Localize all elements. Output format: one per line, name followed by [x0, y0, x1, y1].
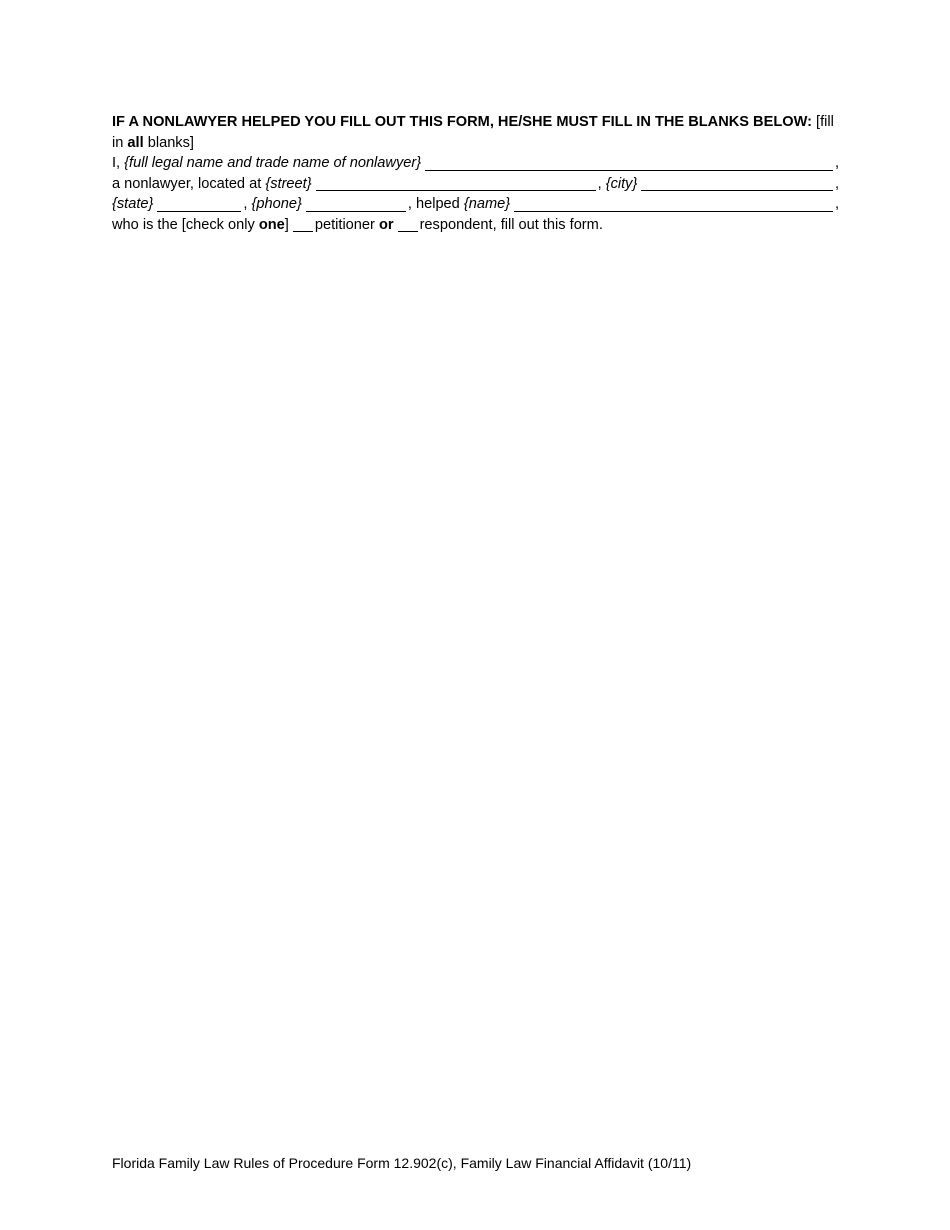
- nonlawyer-heading-bold: IF A NONLAWYER HELPED YOU FILL OUT THIS FORM, HE/SHE MUST FILL IN THE BLANKS BELOW:: [112, 114, 812, 130]
- line4-bracket: ]: [284, 216, 289, 233]
- respondent-checkbox[interactable]: [398, 216, 418, 232]
- street-blank[interactable]: [316, 175, 596, 191]
- name-comma: ,: [834, 196, 839, 212]
- helped-text: , helped: [407, 196, 460, 212]
- full-name-label: {full legal name and trade name of nonlawyer}: [124, 155, 422, 171]
- phone-blank[interactable]: [306, 196, 406, 212]
- nonlawyer-heading: [112, 112, 839, 153]
- nonlawyer-heading-tail: [fill in: [112, 114, 834, 151]
- nonlawyer-address-line: [112, 174, 839, 195]
- state-blank[interactable]: [157, 196, 241, 212]
- state-label: {state}: [112, 196, 154, 212]
- party-role-line: [112, 215, 839, 236]
- line2-prefix: a nonlawyer, located at: [112, 175, 262, 192]
- nonlawyer-contact-line: [112, 194, 839, 215]
- or-label: or: [378, 216, 394, 233]
- phone-label: {phone}: [251, 196, 302, 212]
- street-comma: ,: [597, 175, 602, 192]
- name-blank[interactable]: [514, 196, 833, 212]
- line1-comma: ,: [834, 155, 839, 171]
- nonlawyer-section: [112, 112, 839, 235]
- petitioner-label: petitioner: [314, 216, 375, 233]
- city-label: {city}: [605, 175, 638, 192]
- line4-prefix: who is the [check only: [112, 216, 255, 233]
- page-footer: Florida Family Law Rules of Procedure Form 12.902(c), Family Law Financial Affidavit (10/11): [112, 1155, 692, 1171]
- nonlawyer-heading-all: all: [127, 134, 144, 151]
- city-comma: ,: [834, 175, 839, 192]
- petitioner-checkbox[interactable]: [293, 216, 313, 232]
- nonlawyer-heading-blanks: blanks]: [147, 134, 194, 151]
- street-label: {street}: [265, 175, 312, 192]
- full-name-blank[interactable]: [425, 155, 833, 171]
- state-comma: ,: [243, 196, 248, 212]
- city-blank[interactable]: [641, 175, 833, 191]
- name-label: {name}: [463, 196, 511, 212]
- line1-prefix: I,: [112, 155, 121, 171]
- nonlawyer-name-line: [112, 153, 839, 174]
- respondent-label: respondent, fill out this form.: [419, 216, 603, 233]
- line4-one: one: [258, 216, 285, 233]
